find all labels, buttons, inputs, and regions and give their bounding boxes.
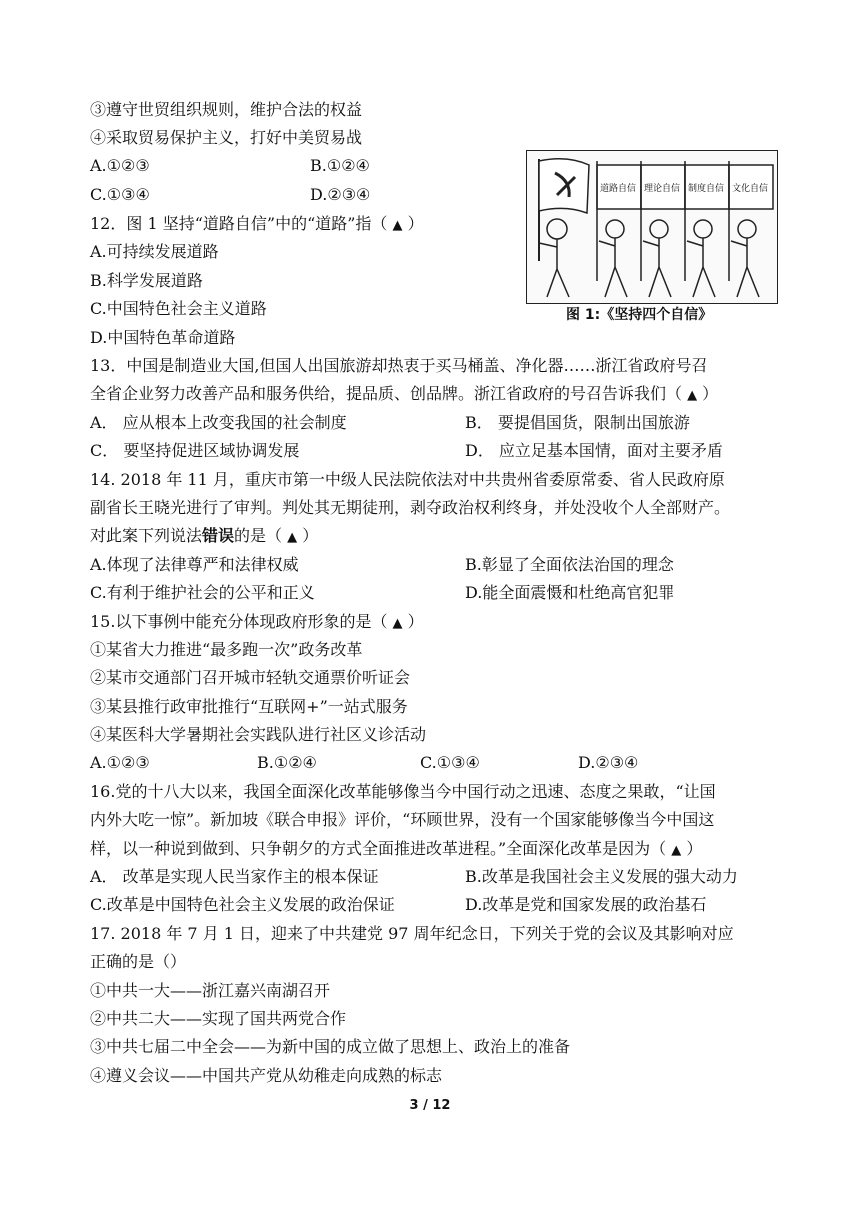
flag-label-system: 制度自信 <box>688 184 725 194</box>
q15-option-4: ④某医科大学暑期社会实践队进行社区义诊活动 <box>90 725 427 744</box>
q17-option-1: ①中共一大——浙江嘉兴南湖召开 <box>90 981 331 1000</box>
answer-blank-triangle: ▲ <box>671 843 682 858</box>
q11-choice-d: D.②③④ <box>310 185 371 204</box>
figure-caption: 图 1:《坚持四个自信》 <box>566 307 713 323</box>
q16-stem-line-2: 内外大吃一惊”。新加坡《联合申报》评价，“环顾世界，没有一个国家能够像当今中国这 <box>90 810 715 829</box>
q11-option-4: ④采取贸易保护主义，打好中美贸易战 <box>90 128 363 147</box>
q13-choice-a: A． 应从根本上改变我国的社会制度 <box>90 413 347 432</box>
party-flag-icon <box>539 159 589 261</box>
q15-option-2: ②某市交通部门召开城市轻轨交通票价听证会 <box>90 668 411 687</box>
q13-stem-line-2: 全省企业努力改善产品和服务供给，提品质、创品牌。浙江省政府的号召告诉我们（ ▲ ） <box>90 384 719 403</box>
q12-choice-c: C.中国特色社会主义道路 <box>90 299 267 318</box>
q12-choice-d: D.中国特色革命道路 <box>90 328 236 347</box>
q16-choice-c: C.改革是中国特色社会主义发展的政治保证 <box>90 895 395 914</box>
q16-choice-a: A． 改革是实现人民当家作主的根本保证 <box>90 867 379 886</box>
figure-four-confidences <box>526 150 778 304</box>
q14-stem-line-1: 14. 2018 年 11 月，重庆市第一中级人民法院依法对中共贵州省委原常委、省人民政府原 <box>90 470 725 489</box>
q17-stem-line-1: 17. 2018 年 7 月 1 日，迎来了中共建党 97 周年纪念日，下列关于党的会议及其影响对应 <box>90 924 734 943</box>
q14-choice-d: D.能全面震慑和杜绝高官犯罪 <box>465 583 675 602</box>
q13-stem-line-1: 13．中国是制造业大国,但国人出国旅游却热衷于买马桶盖、净化器……浙江省政府号召 <box>90 356 708 375</box>
q14-choice-c: C.有利于维护社会的公平和正义 <box>90 583 315 602</box>
q15-choice-b: B.①②④ <box>257 753 317 772</box>
answer-blank-triangle: ▲ <box>287 530 298 545</box>
q17-stem-line-2: 正确的是（） <box>90 952 187 971</box>
q16-choice-b: B.改革是我国社会主义发展的强大动力 <box>465 867 738 886</box>
q15-option-1: ①某省大力推进“最多跑一次”政务改革 <box>90 640 363 659</box>
q14-stem-line-3: 对此案下列说法错误的是（ ▲ ） <box>90 526 319 545</box>
q13-choice-b: B． 要提倡国货，限制出国旅游 <box>465 413 690 432</box>
q16-stem-line-3: 样，以一种说到做到、只争朝夕的方式全面推进改革进程。”全面深化改革是因为（ ▲ ） <box>90 839 703 858</box>
q17-option-2: ②中共二大——实现了国共两党合作 <box>90 1009 347 1028</box>
q15-choice-c: C.①③④ <box>420 753 480 772</box>
q13-choice-c: C． 要坚持促进区域协调发展 <box>90 441 300 460</box>
flag-label-culture: 文化自信 <box>732 184 769 194</box>
flag-label-theory: 理论自信 <box>644 184 681 194</box>
q11-choice-a: A.①②③ <box>90 156 150 175</box>
q13-choice-d: D． 应立足基本国情，面对主要矛盾 <box>465 441 723 460</box>
q16-stem-line-1: 16.党的十八大以来，我国全面深化改革能够像当今中国行动之迅速、态度之果敢，“让国 <box>90 782 716 801</box>
q15-option-3: ③某县推行政审批推行“互联网+”一站式服务 <box>90 697 408 716</box>
q14-choice-a: A.体现了法律尊严和法律权威 <box>90 555 299 574</box>
marching-flags-illustration <box>527 151 777 303</box>
q15-stem: 15.以下事例中能充分体现政府形象的是（ ▲ ） <box>90 612 424 631</box>
page-number: 3 / 12 <box>409 1098 451 1113</box>
answer-blank-triangle: ▲ <box>687 388 698 403</box>
q17-option-4: ④遵义会议——中国共产党从幼稚走向成熟的标志 <box>90 1066 443 1085</box>
q14-stem-line-2: 副省长王晓光进行了审判。判处其无期徒刑，剥夺政治权利终身，并处没收个人全部财产。 <box>90 498 731 517</box>
q11-choice-c: C.①③④ <box>90 185 150 204</box>
q12-choice-b: B.科学发展道路 <box>90 271 203 290</box>
q15-choice-a: A.①②③ <box>90 753 150 772</box>
q12-choice-a: A.可持续发展道路 <box>90 242 219 261</box>
q12-stem: 12．图 1 坚持“道路自信”中的“道路”指（ ▲ ） <box>90 214 424 233</box>
q15-choice-d: D.②③④ <box>578 753 639 772</box>
q16-choice-d: D.改革是党和国家发展的政治基石 <box>465 895 707 914</box>
q11-option-3: ③遵守世贸组织规则，维护合法的权益 <box>90 100 363 119</box>
q11-choice-b: B.①②④ <box>310 156 370 175</box>
flag-label-road: 道路自信 <box>600 184 637 194</box>
answer-blank-triangle: ▲ <box>392 218 403 233</box>
q14-choice-b: B.彰显了全面依法治国的理念 <box>465 555 674 574</box>
answer-blank-triangle: ▲ <box>392 616 403 631</box>
q17-option-3: ③中共七届二中全会——为新中国的成立做了思想上、政治上的准备 <box>90 1037 571 1056</box>
